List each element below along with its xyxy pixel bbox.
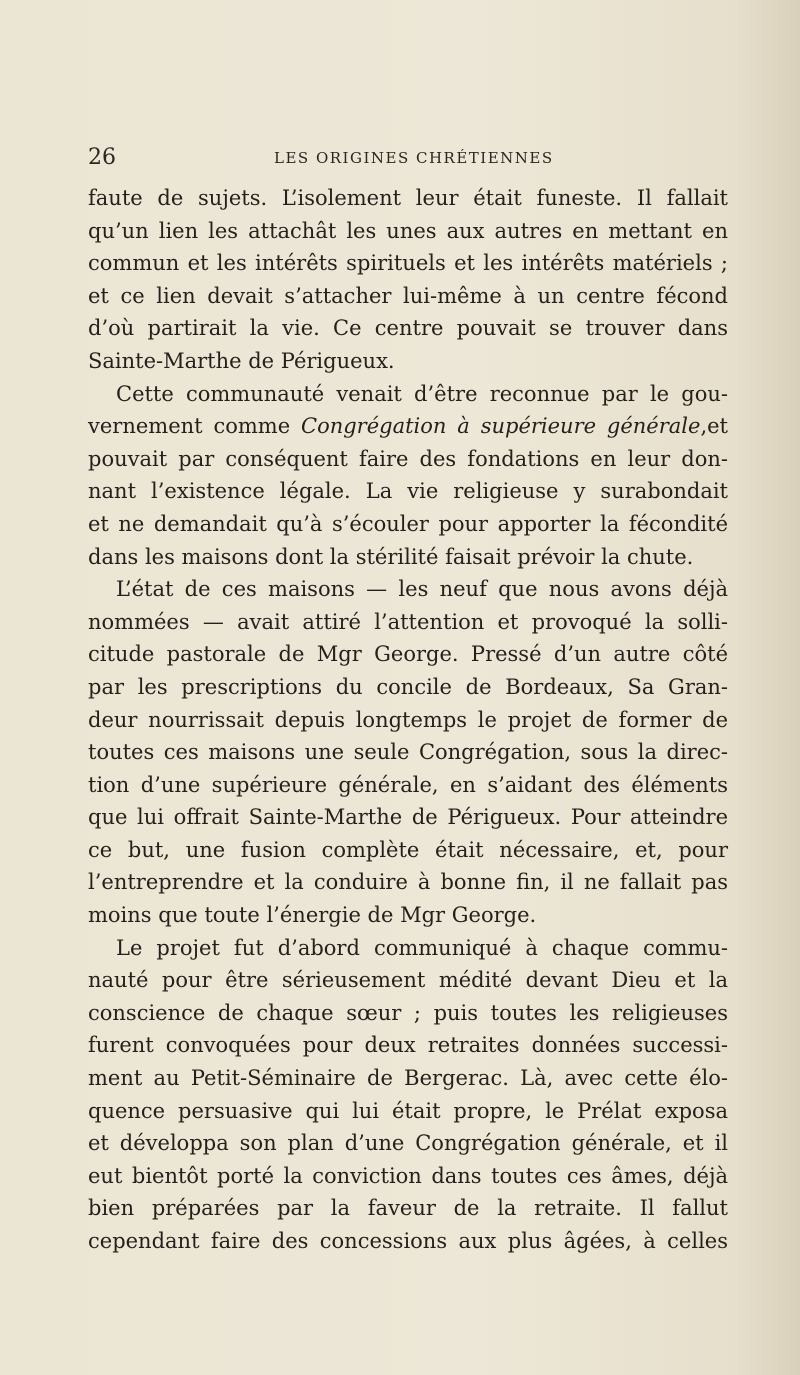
- text-line: et développa son plan d’une Congrégation générale, et il: [88, 1131, 728, 1156]
- text-line: quence persuasive qui lui était propre, le Prélat exposa: [88, 1098, 728, 1123]
- text-line: conscience de chaque sœur ; puis toutes les religieuses: [88, 1000, 728, 1025]
- text-line: nommées — avait attiré l’attention et provoqué la solli-: [88, 609, 728, 634]
- running-head: [88, 145, 728, 175]
- text-line: deur nourrissait depuis longtemps le projet de former de: [88, 707, 728, 732]
- page-number: 26: [88, 145, 116, 170]
- text-line: et ce lien devait s’attacher lui-même à un centre fécond: [88, 283, 728, 308]
- italic-text: Congrégation à supérieure générale: [301, 414, 701, 439]
- text-line: furent convoquées pour deux retraites données successi-: [88, 1033, 728, 1058]
- text-line: par les prescriptions du concile de Bordeaux, Sa Gran-: [88, 674, 728, 699]
- text-line: que lui offrait Sainte-Marthe de Périgueux. Pour atteindre: [88, 805, 728, 830]
- text-line: ment au Petit-Séminaire de Bergerac. Là, avec cette élo-: [88, 1066, 728, 1091]
- running-title: LES ORIGINES CHRÉTIENNES: [274, 149, 554, 167]
- text-line: cependant faire des concessions aux plus âgées, à celles: [88, 1229, 728, 1253]
- text-line: [88, 410, 728, 443]
- text-line: Sainte-Marthe de Périgueux.: [88, 348, 395, 373]
- text-line: l’entreprendre et la conduire à bonne fin, il ne fallait pas: [88, 870, 728, 895]
- text-line: qu’un lien les attachât les unes aux autres en mettant en: [88, 218, 728, 243]
- text-segment: ,et: [700, 414, 728, 439]
- text-line: eut bientôt porté la conviction dans toutes ces âmes, déjà: [88, 1163, 728, 1188]
- text-line: nant l’existence légale. La vie religieuse y surabondait: [88, 479, 728, 504]
- text-line: citude pastorale de Mgr George. Pressé d’un autre côté: [88, 642, 728, 667]
- text-line: Le projet fut d’abord communiqué à chaque commu-: [116, 935, 728, 960]
- text-line: L’état de ces maisons — les neuf que nous avons déjà: [116, 577, 728, 602]
- text-line: d’où partirait la vie. Ce centre pouvait se trouver dans: [88, 316, 728, 341]
- text-line: pouvait par conséquent faire des fondations en leur don-: [88, 446, 728, 471]
- text-line: bien préparées par la faveur de la retraite. Il fallut: [88, 1196, 728, 1221]
- text-line: toutes ces maisons une seule Congrégation, sous la direc-: [88, 740, 728, 765]
- text-line: faute de sujets. L’isolement leur était funeste. Il fallait: [88, 186, 728, 210]
- text-line: dans les maisons dont la stérilité faisait prévoir la chute.: [88, 544, 694, 569]
- body-text: [88, 182, 728, 1258]
- text-segment: vernement comme: [88, 414, 301, 439]
- text-line: et ne demandait qu’à s’écouler pour apporter la fécondité: [88, 511, 728, 536]
- text-line: Cette communauté venait d’être reconnue par le gou-: [116, 381, 728, 406]
- text-line: moins que toute l’énergie de Mgr George.: [88, 903, 537, 928]
- text-line: commun et les intérêts spirituels et les intérêts matériels ;: [88, 251, 728, 276]
- text-line: ce but, une fusion complète était nécessaire, et, pour: [88, 837, 728, 862]
- text-line: tion d’une supérieure générale, en s’aidant des éléments: [88, 772, 728, 797]
- text-line: nauté pour être sérieusement médité devant Dieu et la: [88, 968, 728, 993]
